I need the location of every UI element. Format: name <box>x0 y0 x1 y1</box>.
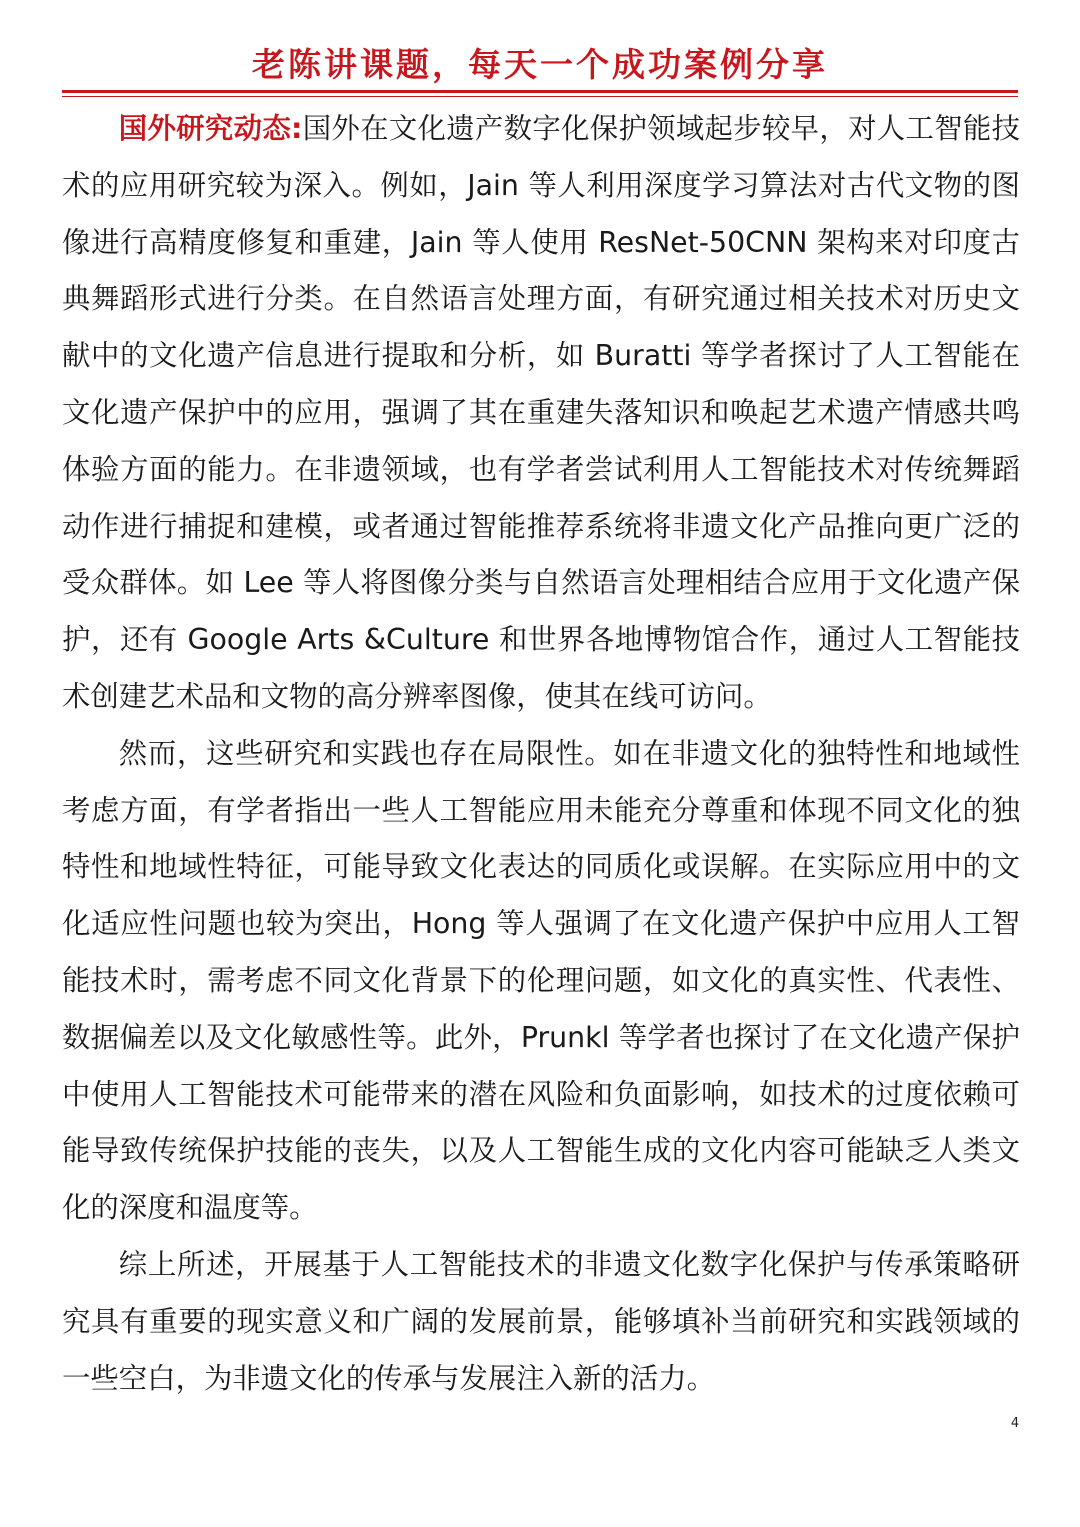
paragraph-limitations: 然而，这些研究和实践也存在局限性。如在非遗文化的独特性和地域性考虑方面，有学者指出一些人工智能应用未能充分尊重和体现不同文化的独特性和地域性特征，可能导致文化表达的同质化或误解。在实际应用中的文化适应性问题也较为突出，Hong 等人强调了在文化遗产保护中应用人工智能技术时，需考虑不同文化背景下的伦理问题，如文化的真实性、代表性、数据偏差以及文化敏感性等。此外，Prunkl 等学者也探讨了在文化遗产保护中使用人工智能技术可能带来的潜在风险和负面影响，如技术的过度依赖可能导致传统保护技能的丧失，以及人工智能生成的文化内容可能缺乏人类文化的深度和温度等。 <box>62 736 1020 1225</box>
page-header-title: 老陈讲课题，每天一个成功案例分享 <box>252 45 828 84</box>
header-divider-thick <box>62 90 1018 93</box>
header-divider-thin <box>62 96 1018 97</box>
page-number: 4 <box>1010 1416 1020 1431</box>
paragraph-text: 国外在文化遗产数字化保护领域起步较早，对人工智能技术的应用研究较为深入。例如，Jain 等人利用深度学习算法对古代文物的图像进行高精度修复和重建，Jain 等人使用 ResNet-50CNN 架构来对印度古典舞蹈形式进行分类。在自然语言处理方面，有研究通过相关技术对历史文献中的文化遗产信息进行提取和分析，如 Buratti 等学者探讨了人工智能在文化遗产保护中的应用，强调了其在重建失落知识和唤起艺术遗产情感共鸣体验方面的能力。在非遗领域，也有学者尝试利用人工智能技术对传统舞蹈动作进行捕捉和建模，或者通过智能推荐系统将非遗文化产品推向更广泛的受众群体。如 Lee 等人将图像分类与自然语言处理相结合应用于文化遗产保护，还有 Google Arts &Culture 和世界各地博物馆合作，通过人工智能技术创建艺术品和文物的高分辨率图像，使其在线可访问。 <box>62 112 1020 713</box>
section-label: 国外研究动态: <box>118 112 303 145</box>
paragraph-conclusion: 综上所述，开展基于人工智能技术的非遗文化数字化保护与传承策略研究具有重要的现实意义和广阔的发展前景，能够填补当前研究和实践领域的一些空白，为非遗文化的传承与发展注入新的活力。 <box>62 1247 1020 1395</box>
article-body <box>62 101 1020 1407</box>
paragraph-overseas-research <box>62 101 1020 726</box>
